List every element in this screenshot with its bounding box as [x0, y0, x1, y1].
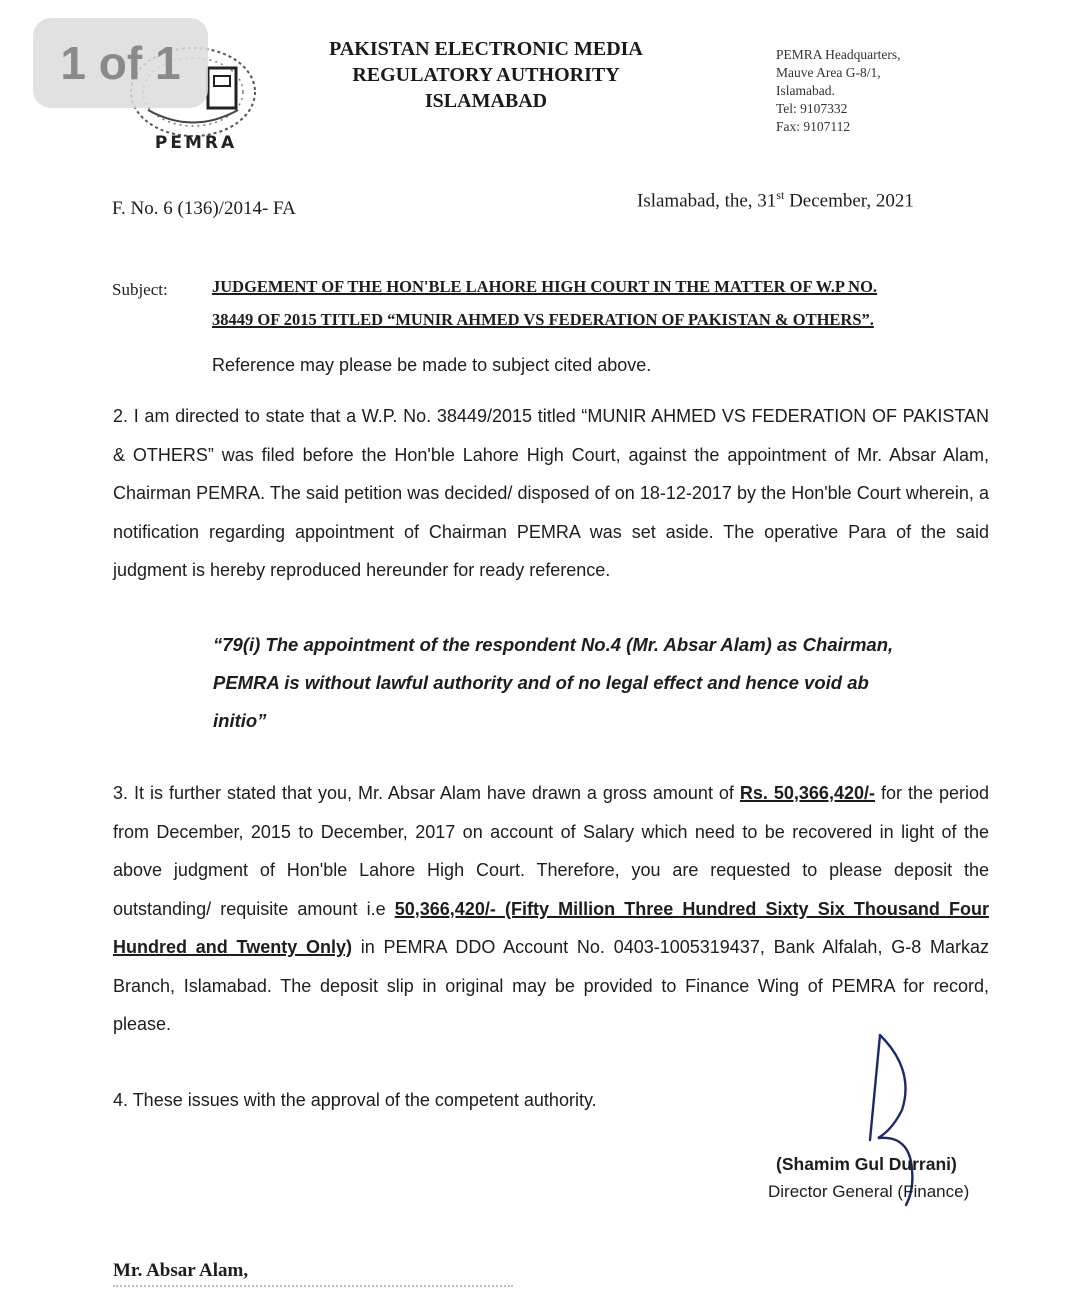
logo-label: PEMRA — [154, 133, 238, 153]
address-line: PEMRA Headquarters, — [776, 47, 901, 62]
date-rest: December, 2021 — [784, 190, 914, 212]
address-line: Mauve Area G-8/1, — [776, 65, 881, 80]
org-line: ISLAMABAD — [424, 90, 548, 112]
page-counter-badge: 1 of 1 — [33, 18, 208, 108]
signatory-name: (Shamim Gul Durrani) — [776, 1154, 957, 1174]
signatory-title: Director General (Finance) — [768, 1182, 970, 1201]
org-line: REGULATORY AUTHORITY — [352, 64, 620, 86]
date-prefix: Islamabad, the, 31 — [637, 190, 777, 212]
subject-line: 38449 OF 2015 TITLED “MUNIR AHMED VS FEDERATION OF PAKISTAN & OTHERS”. — [212, 310, 874, 329]
judgment-quote: “79(i) The appointment of the respondent No.4 (Mr. Absar Alam) as Chairman, PEMRA is without lawful authority and of no legal effect and hence void ab initio” — [213, 634, 894, 731]
paragraph-2: 2. I am directed to state that a W.P. No. 38449/2015 titled “MUNIR AHMED VS FEDERATION OF PAKISTAN & OTHERS” was filed before the Hon'ble Lahore High Court, against the appointment of Mr. Absar Alam, Chairman PEMRA. The said petition was decided/ disposed of on 18-12-2017 by the Hon'ble Court wherein, a notification regarding appointment of Chairman PEMRA was set aside. The operative Para of the said judgment is hereby reproduced hereunder for ready reference. — [113, 406, 989, 580]
address-line: Islamabad. — [776, 83, 835, 98]
letter-date — [637, 188, 914, 212]
deposit-amount: 50,366,420/- (Fifty Million Three Hundred Sixty Six Thousand Four Hundred and Twenty Only) — [113, 898, 989, 957]
subject-line: JUDGEMENT OF THE HON'BLE LAHORE HIGH COURT IN THE MATTER OF W.P NO. — [212, 277, 878, 296]
para3-text: for the period from December, 2015 to December, 2017 on account of Salary which need to be recovered in light of the above judgment of Hon'ble Lahore High Court. Therefore, you are requested to please deposit the outstanding/ requisite amount i.e — [113, 783, 989, 919]
para3-text: 3. It is further stated that you, Mr. Absar Alam have drawn a gross amount of — [113, 783, 740, 803]
address-block — [776, 46, 976, 136]
subject-label: Subject: — [112, 280, 168, 299]
file-number: F. No. 6 (136)/2014- FA — [112, 198, 296, 219]
paragraph-4: 4. These issues with the approval of the competent authority. — [113, 1090, 597, 1110]
reference-line: Reference may please be made to subject cited above. — [212, 355, 652, 375]
gross-amount: Rs. 50,366,420/- — [739, 783, 875, 803]
organization-header — [300, 36, 672, 114]
address-line: Fax: 9107112 — [776, 119, 851, 134]
date-suffix: st — [776, 188, 785, 202]
para3-text: in PEMRA DDO Account No. 0403-1005319437, Bank Alfalah, G-8 Markaz Branch, Islamabad. The deposit slip in original may be provided to Finance Wing of PEMRA for record, please. — [113, 937, 990, 1034]
address-line: Tel: 9107332 — [776, 101, 848, 116]
recipient-name: Mr. Absar Alam, — [113, 1260, 249, 1281]
paragraph-3 — [113, 774, 989, 1044]
cutoff-line — [113, 1285, 513, 1297]
org-line: PAKISTAN ELECTRONIC MEDIA — [329, 38, 643, 60]
subject-text — [212, 270, 1002, 336]
